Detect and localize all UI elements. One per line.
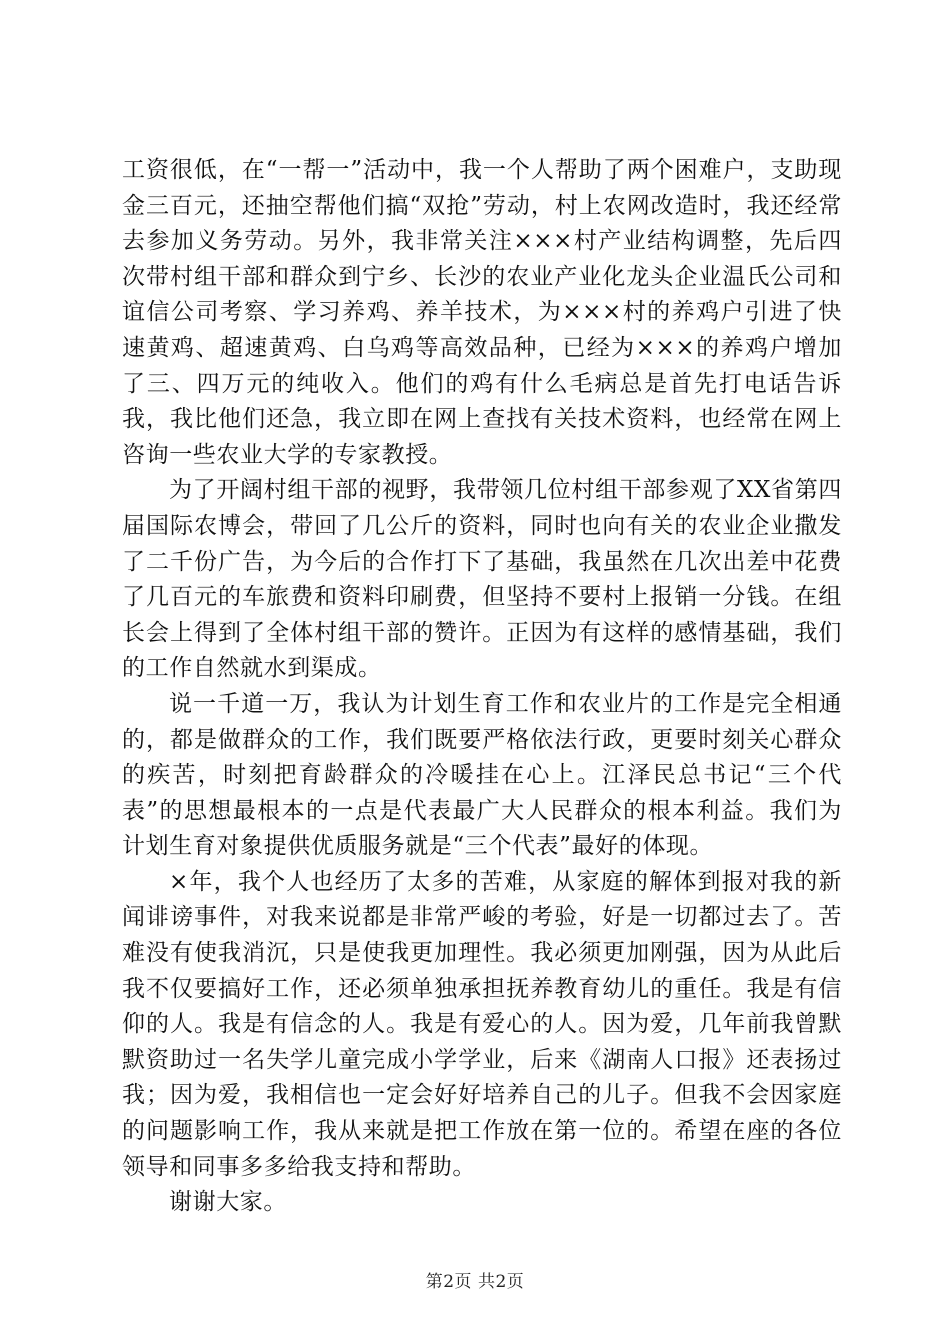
page-number-footer: 第2页 共2页 xyxy=(425,1272,525,1292)
paragraph-expo-visit: 为了开阔村组干部的视野，我带领几位村组干部参观了XX省第四届国际农博会，带回了几公斤的资料，同时也向有关的农业企业撒发了二千份广告，为今后的合作打下了基础，我虽然在几次出差中花费了几百元的车旅费和资料印刷费，但坚持不要村上报销一分钱。在组长会上得到了全体村组干部的赞许。正因为有这样的感情基础，我们的工作自然就水到渠成。 xyxy=(122,477,842,682)
document-body xyxy=(122,153,842,1221)
paragraph-family-planning: 说一千道一万，我认为计划生育工作和农业片的工作是完全相通的，都是做群众的工作，我们既要严格依法行政，更要时刻关心群众的疾苦，时刻把育龄群众的冷暖挂在心上。江泽民总书记“三个代表”的思想最根本的一点是代表最广大人民群众的根本利益。我们为计划生育对象提供优质服务就是“三个代表”最好的体现。 xyxy=(122,690,842,860)
paragraph-continued: 工资很低，在“一帮一”活动中，我一个人帮助了两个困难户，支助现金三百元，还抽空帮他们搞“双抢”劳动，村上农网改造时，我还经常去参加义务劳动。另外，我非常关注×××村产业结构调整，先后四次带村组干部和群众到宁乡、长沙的农业产业化龙头企业温氏公司和谊信公司考察、学习养鸡、养羊技术，为×××村的养鸡户引进了快速黄鸡、超速黄鸡、白乌鸡等高效品种，已经为×××的养鸡户增加了三、四万元的纯收入。他们的鸡有什么毛病总是首先打电话告诉我，我比他们还急，我立即在网上查找有关技术资料，也经常在网上咨询一些农业大学的专家教授。 xyxy=(122,157,842,468)
paragraph-personal-hardship: ×年，我个人也经历了太多的苦难，从家庭的解体到报对我的新闻诽谤事件，对我来说都是非常严峻的考验，好是一切都过去了。苦难没有使我消沉，只是使我更加理性。我必须更加刚强，因为从此后我不仅要搞好工作，还必须单独承担抚养教育幼儿的重任。我是有信仰的人。我是有信念的人。我是有爱心的人。因为爱，几年前我曾默默资助过一名失学儿童完成小学学业，后来《湖南人口报》还表扬过我；因为爱，我相信也一定会好好培养自己的儿子。但我不会因家庭的问题影响工作，我从来就是把工作放在第一位的。希望在座的各位领导和同事多多给我支持和帮助。 xyxy=(122,868,842,1180)
paragraph-thanks: 谢谢大家。 xyxy=(169,1189,287,1216)
